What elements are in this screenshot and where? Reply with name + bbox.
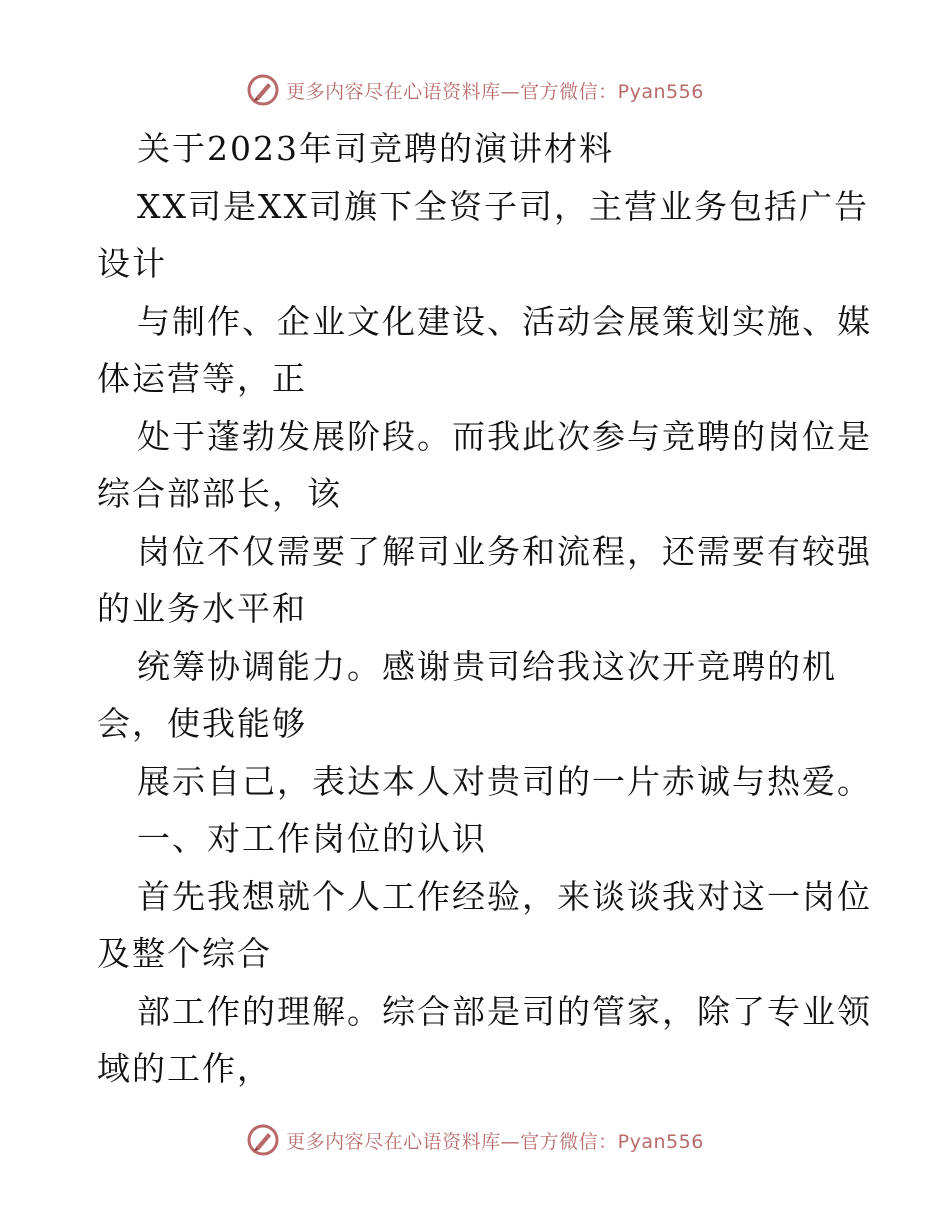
paragraph-line: 的业务水平和 [97,589,307,628]
paragraph-line: 设计 [97,244,167,283]
document-body [97,120,872,1098]
paragraph-line: 会，使我能够 [97,704,307,743]
header-watermark-banner [0,70,950,110]
watermark-text: 更多内容尽在心语资料库—官方微信：Pyan556 [286,80,704,103]
paragraph-line: 域的工作， [97,1049,272,1088]
watermark-text: 更多内容尽在心语资料库—官方微信：Pyan556 [286,1130,704,1153]
paragraph-line: 综合部部长，该 [97,474,342,513]
pen-logo-icon [246,1123,280,1157]
paragraph-line: 展示自己，表达本人对贵司的一片赤诚与热爱。 [137,761,872,801]
paragraph-line: 首先我想就个人工作经验，来谈谈我对这一岗位 [137,876,872,916]
paragraph-line: 体运营等，正 [97,359,307,398]
paragraph-line: 处于蓬勃发展阶段。而我此次参与竞聘的岗位是 [137,416,872,456]
paragraph-line: 与制作、企业文化建设、活动会展策划实施、媒 [137,301,872,341]
paragraph-line: 及整个综合 [97,934,272,973]
document-title: 关于2023年司竞聘的演讲材料 [137,129,614,168]
paragraph-line: 统筹协调能力。感谢贵司给我这次开竞聘的机 [137,646,837,686]
paragraph-line: 部工作的理解。综合部是司的管家，除了专业领 [137,991,872,1031]
paragraph-line: XX司是XX司旗下全资子司，主营业务包括广告 [137,186,869,226]
footer-watermark-banner [0,1120,950,1160]
pen-logo-icon [246,73,280,107]
paragraph-line: 岗位不仅需要了解司业务和流程，还需要有较强 [137,531,872,571]
section-heading: 一、对工作岗位的认识 [137,819,487,858]
